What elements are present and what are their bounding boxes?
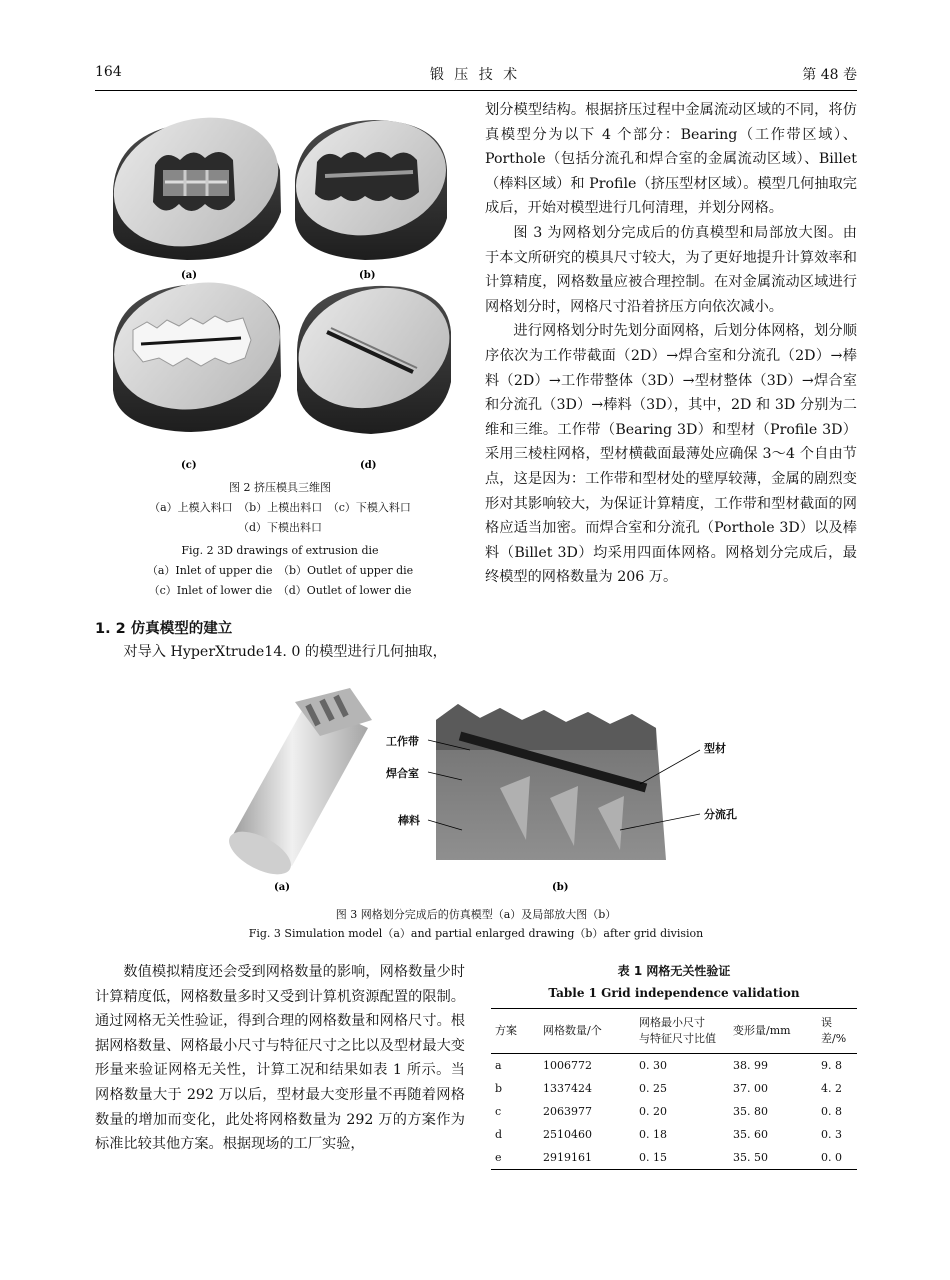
- cell: 0. 20: [639, 1105, 667, 1118]
- th-error: 误差/%: [817, 1009, 857, 1054]
- fig2-sub-cn-2: （d）下模出料口: [237, 521, 323, 534]
- fig3-label-b: (b): [552, 882, 569, 893]
- section-first-line: 对导入 HyperXtrude14. 0 的模型进行几何抽取，: [123, 644, 447, 660]
- cell: e: [491, 1146, 539, 1170]
- cell: 35. 80: [733, 1105, 768, 1118]
- fig3-caption-cn: 图 3 网格划分完成后的仿真模型（a）及局部放大图（b）: [335, 908, 617, 921]
- table-row: [491, 1077, 857, 1100]
- table-row: [491, 1100, 857, 1123]
- table-1: [491, 960, 857, 1170]
- cell: 2063977: [543, 1105, 592, 1118]
- bottom-left-paragraph: 数值模拟精度还会受到网格数量的影响，网格数量少时计算精度低，网格数量多时又受到计算机资源配置的限制。通过网格无关性验证，得到合理的网格数量和网格尺寸。根据网格数量、网格最小尺寸与特征尺寸之比以及型材最大变形量来验证网格无关性，计算工况和结果如表 1 所示。当网格数量大于 292 万以后，型材最大变形量不再随着网格数量的增加而变化，此处将网格数量为 292 万的方案作为标准比较其他方案。根据现场的工厂实验，: [95, 964, 465, 1153]
- table-row: [491, 1146, 857, 1170]
- cell: d: [495, 1128, 503, 1141]
- cell: b: [495, 1082, 503, 1095]
- label-weld-chamber: 焊合室: [386, 767, 419, 780]
- cell: 4. 2: [821, 1082, 842, 1095]
- right-paragraph-2: 图 3 为网格划分完成后的仿真模型和局部放大图。由于本文所研究的模具尺寸较大，为了更好地提升计算效率和计算精度，网格数量应被合理控制。在对金属流动区域进行网格划分时，网格尺寸沿着挤压方向依次减小。: [485, 224, 857, 315]
- fig2-caption-cn: 图 2 挤压模具三维图: [229, 481, 331, 494]
- fig2-sub-en-1: （a）Inlet of upper die （b）Outlet of upper die: [146, 564, 414, 577]
- fig3-label-a: (a): [274, 882, 290, 893]
- figure-3: [200, 680, 760, 895]
- fig2-sub-en-2: （c）Inlet of lower die （d）Outlet of lower die: [148, 584, 412, 597]
- th-ratio-line2: 与特征尺寸比值: [639, 1032, 716, 1045]
- cell: 0. 30: [639, 1059, 667, 1072]
- cell: 1006772: [543, 1059, 592, 1072]
- th-ratio-line1: 网格最小尺寸: [639, 1016, 705, 1029]
- table-title-en: Table 1 Grid independence validation: [548, 986, 800, 1000]
- label-porthole: 分流孔: [704, 808, 737, 821]
- cell: 0. 0: [817, 1146, 857, 1170]
- table-row: [491, 1054, 857, 1078]
- fig2-label-c: (c): [181, 460, 197, 471]
- cell: 0. 18: [639, 1128, 667, 1141]
- section-heading: 1. 2 仿真模型的建立: [95, 621, 233, 637]
- fig2d-drawing: [283, 269, 465, 434]
- cell: 1337424: [543, 1082, 592, 1095]
- cell: 9. 8: [821, 1059, 842, 1072]
- cell: 2919161: [539, 1146, 635, 1170]
- volume-label: 第 48 卷: [802, 67, 857, 83]
- fig2b-drawing: [284, 105, 459, 260]
- th-ratio: [635, 1009, 729, 1054]
- fig2a-drawing: [97, 100, 295, 267]
- cell: 0. 25: [639, 1082, 667, 1095]
- header-rule: [95, 90, 857, 91]
- cell: a: [495, 1059, 502, 1072]
- th-deformation: 变形量/mm: [729, 1009, 817, 1054]
- fig3-caption-en: Fig. 3 Simulation model（a）and partial enlarged drawing（b）after grid division: [248, 927, 704, 940]
- cell: 0. 3: [821, 1128, 842, 1141]
- right-column: [485, 98, 857, 590]
- fig2-sub-cn-1: （a）上模入料口 （b）上模出料口 （c）下模入料口: [149, 501, 411, 514]
- table-title-cn: 表 1 网格无关性验证: [617, 964, 731, 978]
- cell: 2510460: [543, 1128, 592, 1141]
- cell: 37. 00: [733, 1082, 768, 1095]
- table-row: [491, 1123, 857, 1146]
- cell: 38. 99: [733, 1059, 768, 1072]
- cell: 35. 60: [733, 1128, 768, 1141]
- right-paragraph-1: 划分模型结构。根据挤压过程中金属流动区域的不同，将仿真模型分为以下 4 个部分：Bearing（工作带区域）、Porthole（包括分流孔和焊合室的金属流动区域）、Billet（棒料区域）和 Profile（挤压型材区域）。模型几何抽取完成后，开始对模型进行几何清理，并划分网格。: [485, 102, 857, 217]
- label-billet: 棒料: [398, 814, 420, 827]
- fig2c-drawing: [100, 266, 293, 432]
- fig3a-model: [222, 688, 372, 883]
- fig2-label-a: (a): [181, 270, 197, 281]
- cell: 0. 8: [821, 1105, 842, 1118]
- fig2-label-d: (d): [360, 460, 377, 471]
- cell: 0. 15: [635, 1146, 729, 1170]
- figure-2: [95, 100, 465, 480]
- fig2-label-b: (b): [359, 270, 376, 281]
- page-number: 164: [95, 64, 122, 80]
- fig3b-zoom: [436, 704, 666, 860]
- right-paragraph-3: 进行网格划分时先划分面网格，后划分体网格，划分顺序依次为工作带截面（2D）→焊合室和分流孔（2D）→棒料（2D）→工作带整体（3D）→型材整体（3D）→焊合室和分流孔（3D）→棒料（3D），其中，2D 和 3D 分别为二维和三维。工作带（Bearing 3D）和型材（Profile 3D）采用三棱柱网格，型材横截面最薄处应确保 3～4 个自由节点，这是因为：工作带和型材处的壁厚较薄，金属的剧烈变形对其影响较大，为保证计算精度，工作带和型材截面的网格应适当加密。而焊合室和分流孔（Porthole 3D）以及棒料（Billet 3D）均采用四面体网格。网格划分完成后，最终模型的网格数量为 206 万。: [485, 323, 857, 586]
- th-scheme: 方案: [491, 1009, 539, 1054]
- label-profile: 型材: [704, 742, 726, 755]
- cell: c: [495, 1105, 502, 1118]
- label-bearing: 工作带: [386, 735, 419, 748]
- th-grid-count: 网格数量/个: [539, 1009, 635, 1054]
- cell: 35. 50: [729, 1146, 817, 1170]
- journal-title: 锻 压 技 术: [429, 67, 521, 83]
- fig2-caption-en: Fig. 2 3D drawings of extrusion die: [181, 544, 379, 557]
- grid-table: [491, 1008, 857, 1170]
